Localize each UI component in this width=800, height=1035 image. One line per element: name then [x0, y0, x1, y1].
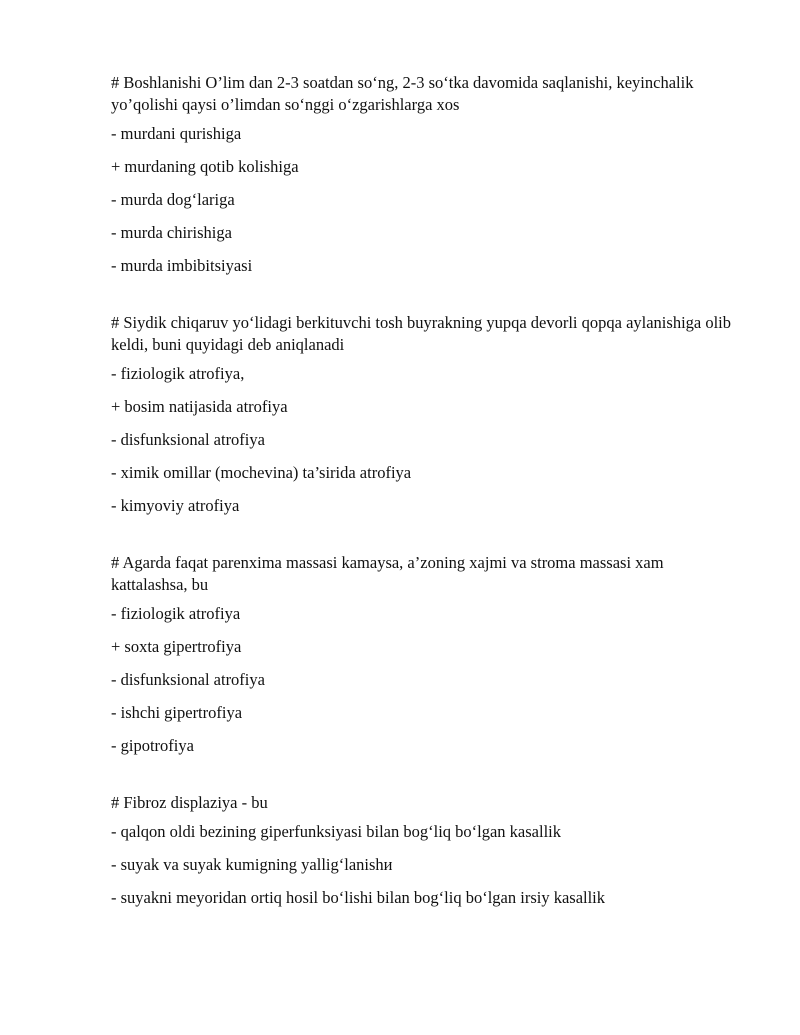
- answer-option: - ishchi gipertrofiya: [111, 703, 243, 722]
- answer-option: - ximik omillar (mochevina) ta’sirida atrofiya: [111, 463, 412, 482]
- question-block: [111, 312, 736, 517]
- answer-option: - kimyoviy atrofiya: [111, 496, 240, 515]
- answer-option: + bosim natijasida atrofiya: [111, 397, 288, 416]
- question-block: [111, 792, 736, 909]
- answer-option: - fiziologik atrofiya: [111, 604, 241, 623]
- answer-option: - fiziologik atrofiya,: [111, 364, 245, 383]
- answer-option: - suyakni meyoridan ortiq hosil bo‘lishi bilan bog‘liq bo‘lgan irsiy kasallik: [111, 888, 606, 907]
- question-text: # Boshlanishi O’lim dan 2-3 soatdan so‘ng, 2-3 so‘tka davomida saqlanishi, keyinchalik yo’qolishi qaysi o’limdan so‘nggi o‘zgarishlarga xos: [111, 73, 694, 114]
- question-block: [111, 552, 736, 757]
- question-text: # Fibroz displaziya - bu: [111, 793, 268, 812]
- answer-option: - murda dog‘lariga: [111, 190, 235, 209]
- answer-option: + soxta gipertrofiya: [111, 637, 242, 656]
- answer-option: + murdaning qotib kolishiga: [111, 157, 299, 176]
- answer-option: - murdani qurishiga: [111, 124, 242, 143]
- test-questions: [111, 72, 736, 944]
- question-block: [111, 72, 736, 277]
- question-text: # Agarda faqat parenxima massasi kamaysa, a’zoning xajmi va stroma massasi xam kattalashsa, bu: [111, 553, 664, 594]
- answer-option: - murda chirishiga: [111, 223, 232, 242]
- question-text: # Siydik chiqaruv yo‘lidagi berkituvchi tosh buyrakning yupqa devorli qopqa aylanishiga olib keldi, buni quyidagi deb aniqlanadi: [111, 313, 732, 354]
- answer-option: - disfunksional atrofiya: [111, 430, 265, 449]
- answer-option: - disfunksional atrofiya: [111, 670, 265, 689]
- answer-option: - qalqon oldi bezining giperfunksiyasi bilan bog‘liq bo‘lgan kasallik: [111, 822, 561, 841]
- answer-option: - suyak va suyak kumigning yallig‘lanishи: [111, 855, 393, 874]
- answer-option: - gipotrofiya: [111, 736, 194, 755]
- answer-option: - murda imbibitsiyasi: [111, 256, 253, 275]
